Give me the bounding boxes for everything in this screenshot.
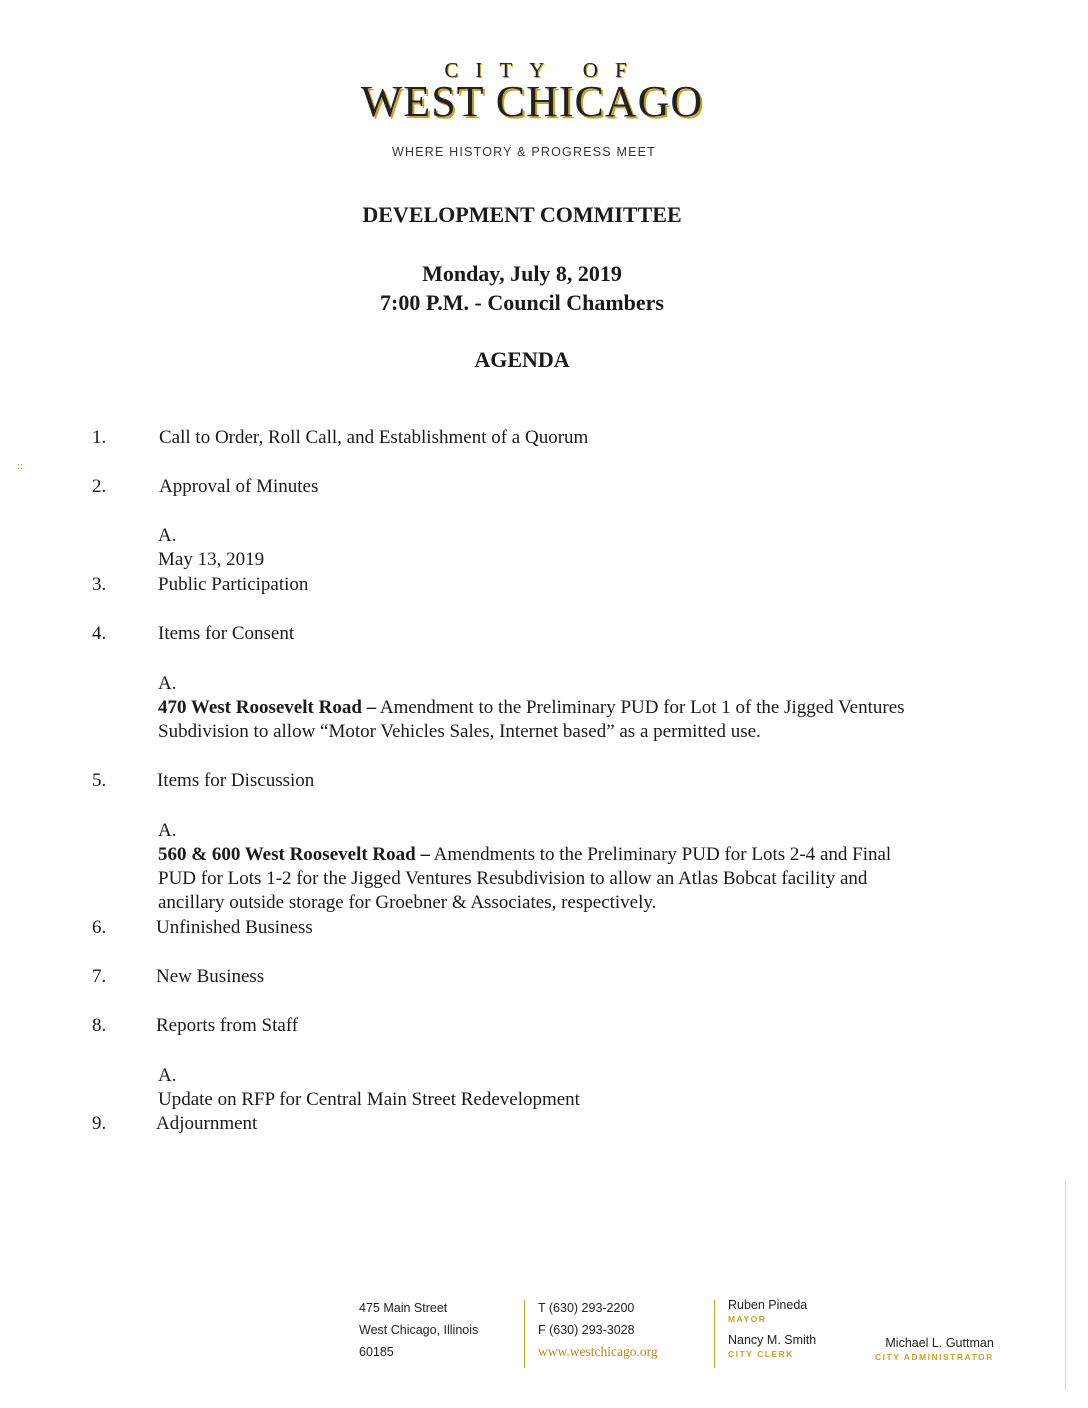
- sub-item-text: Update on RFP for Central Main Street Redevelopment: [158, 1089, 580, 1110]
- phone-number: T (630) 293-2200: [538, 1301, 635, 1315]
- admin-name: Michael L. Guttman: [885, 1336, 994, 1350]
- agenda-sub-item: [158, 672, 958, 744]
- agenda-sub-item: [158, 1064, 958, 1112]
- agenda-item-number: 2.: [92, 476, 107, 497]
- sub-item-address: 560 & 600 West Roosevelt Road –: [158, 844, 430, 865]
- agenda-item-label: Adjournment: [156, 1113, 258, 1134]
- clerk-role: CITY CLERK: [728, 1349, 794, 1359]
- sub-item-text: Amendments to the Preliminary PUD for Lots 2-4 and Final PUD for Lots 1-2 for the Jigged Ventures Resubdivision to allow an Atlas Bobcat facility and ancillary outside storage for Groebner & Associates, respectively.: [158, 844, 892, 913]
- sub-item-letter: A.: [158, 673, 177, 694]
- footer-administrator: [875, 1335, 994, 1362]
- footer-contact: [538, 1297, 658, 1363]
- address-line: 475 Main Street: [359, 1301, 448, 1315]
- address-line: 60185: [359, 1345, 394, 1359]
- agenda-heading: AGENDA: [474, 347, 570, 372]
- scan-edge: [1065, 1180, 1066, 1390]
- committee-title: DEVELOPMENT COMMITTEE: [362, 202, 682, 227]
- letterhead-city-name: WEST CHICAGO: [360, 77, 704, 126]
- agenda-item-number: 9.: [92, 1113, 107, 1134]
- footer-divider: [524, 1300, 525, 1368]
- scan-mark: ::: [17, 462, 24, 472]
- agenda-item-number: 1.: [92, 427, 107, 448]
- meeting-date: Monday, July 8, 2019: [422, 261, 622, 286]
- agenda-sub-item: [158, 819, 958, 915]
- mayor-role: MAYOR: [728, 1314, 767, 1324]
- agenda-item-label: Items for Discussion: [157, 770, 315, 791]
- meeting-time-place: 7:00 P.M. - Council Chambers: [380, 290, 664, 315]
- agenda-item-number: 7.: [92, 966, 107, 987]
- sub-item-text: May 13, 2019: [158, 549, 265, 570]
- agenda-item-label: Items for Consent: [158, 623, 295, 644]
- letterhead-city-of: CITY OF: [444, 58, 644, 82]
- agenda-item-number: 4.: [92, 623, 107, 644]
- agenda-item-label: New Business: [156, 966, 265, 987]
- clerk-name: Nancy M. Smith: [728, 1333, 817, 1347]
- footer-address: [359, 1297, 478, 1363]
- mayor-name: Ruben Pineda: [728, 1298, 808, 1312]
- agenda-item-label: Call to Order, Roll Call, and Establishment of a Quorum: [159, 427, 589, 448]
- agenda-item-number: 6.: [92, 917, 107, 938]
- sub-item-text: Amendment to the Preliminary PUD for Lot 1 of the Jigged Ventures Subdivision to allow “Motor Vehicles Sales, Internet based” as a permitted use.: [158, 697, 905, 742]
- sub-item-letter: A.: [158, 820, 177, 841]
- agenda-item-number: 3.: [92, 574, 107, 595]
- fax-number: F (630) 293-3028: [538, 1323, 635, 1337]
- agenda-item-label: Approval of Minutes: [159, 476, 319, 497]
- sub-item-address: 470 West Roosevelt Road –: [158, 697, 377, 718]
- agenda-item-number: 5.: [92, 770, 107, 791]
- agenda-item-number: 8.: [92, 1015, 107, 1036]
- footer-divider: [714, 1300, 715, 1368]
- agenda-item-label: Reports from Staff: [156, 1015, 299, 1036]
- agenda-sub-item: [158, 524, 958, 572]
- footer-officials: [728, 1297, 816, 1359]
- agenda-item-label: Public Participation: [158, 574, 309, 595]
- website-link[interactable]: www.westchicago.org: [538, 1344, 658, 1359]
- sub-item-letter: A.: [158, 1065, 177, 1086]
- letterhead-tagline: WHERE HISTORY & PROGRESS MEET: [391, 145, 656, 159]
- sub-item-letter: A.: [158, 525, 177, 546]
- address-line: West Chicago, Illinois: [359, 1323, 479, 1337]
- admin-role: CITY ADMINISTRATOR: [875, 1352, 994, 1362]
- agenda-item-label: Unfinished Business: [156, 917, 313, 938]
